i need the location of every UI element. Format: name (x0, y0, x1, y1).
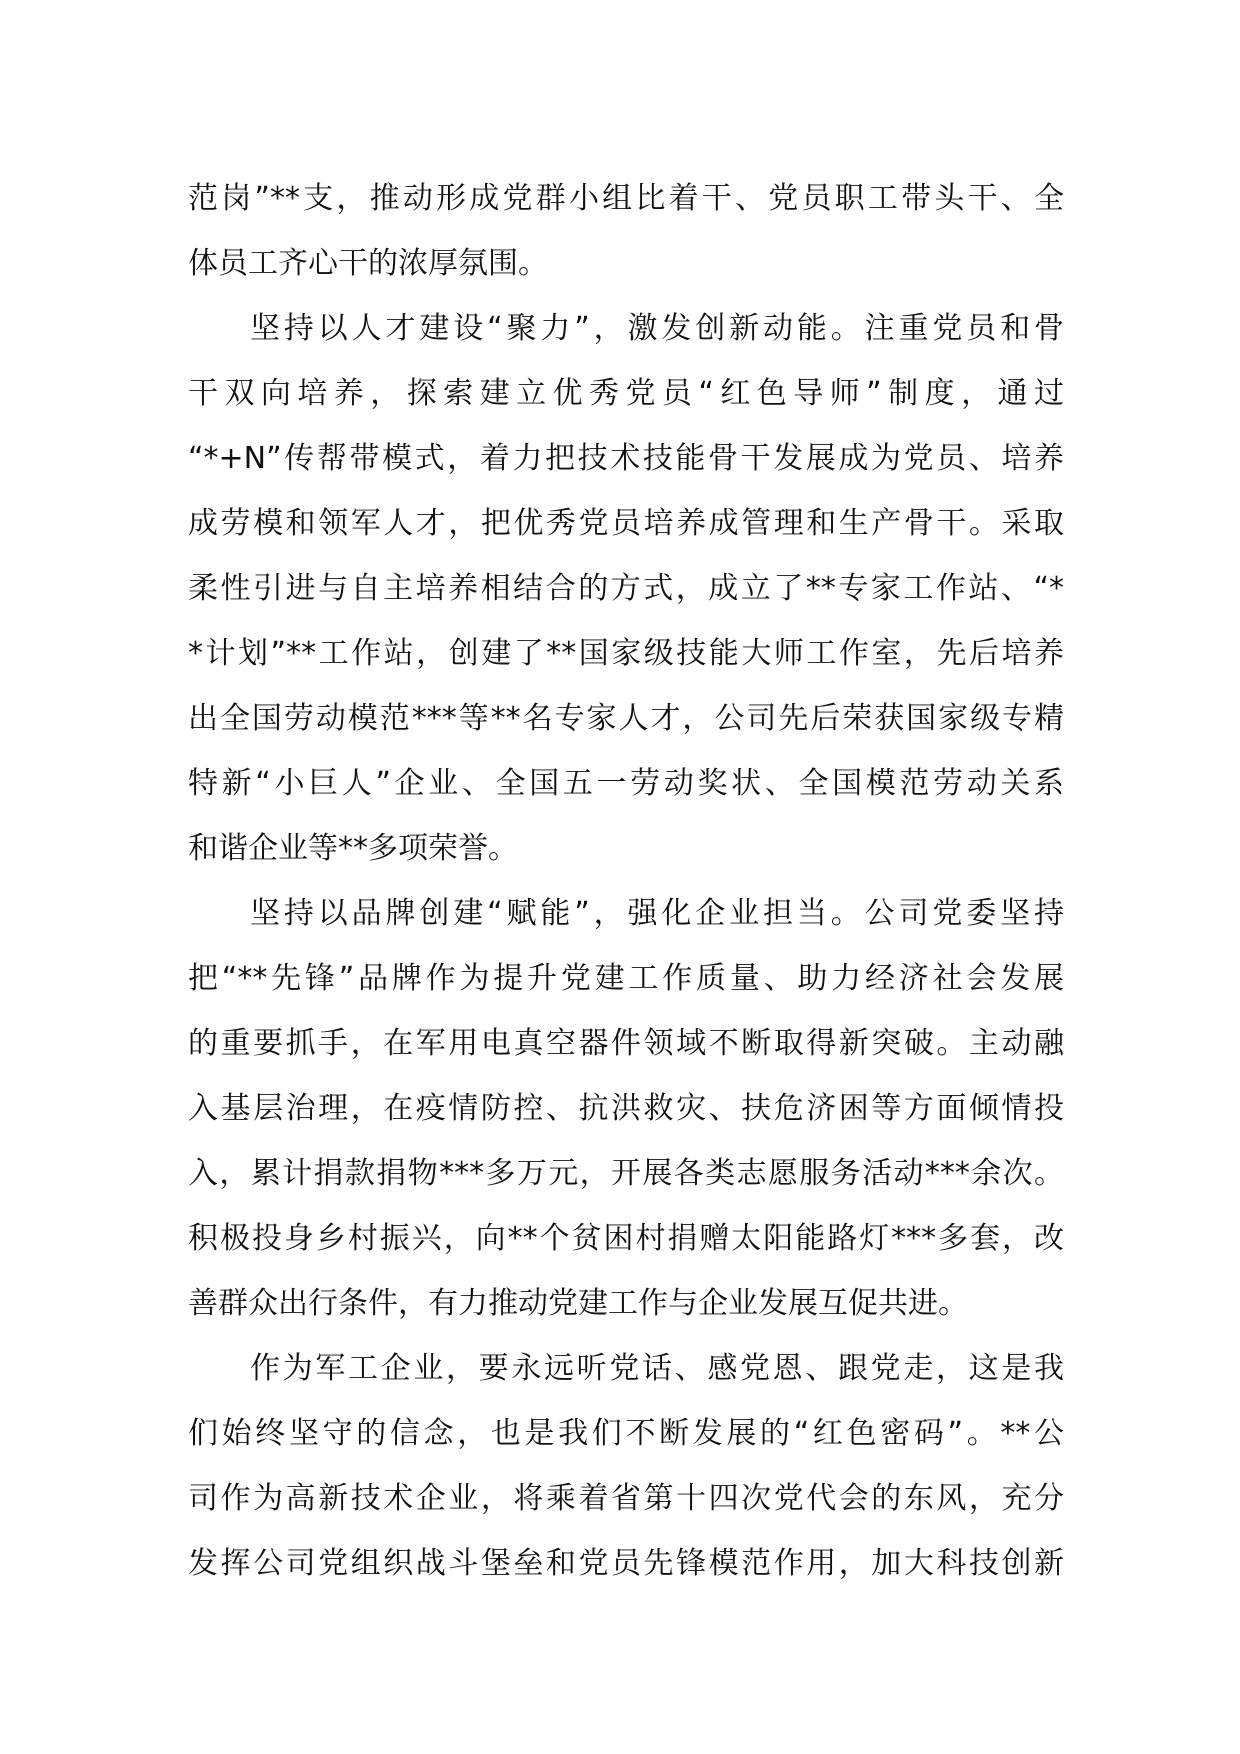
text-line: 范岗”**支，推动形成党群小组比着干、党员职工带头干、全 (188, 181, 1064, 216)
text-line: *计划”**工作站，创建了**国家级技能大师工作室，先后培养 (188, 636, 1064, 671)
text-line: 体员工齐心干的浓厚氛围。 (188, 246, 548, 281)
text-line: 的重要抓手，在军用电真空器件领域不断取得新突破。主动融 (188, 1026, 1064, 1061)
text-line: 特新“小巨人”企业、全国五一劳动奖状、全国模范劳动关系 (188, 766, 1064, 801)
text-line: 作为军工企业，要永远听党话、感党恩、跟党走，这是我 (250, 1351, 1064, 1386)
text-line: 们始终坚守的信念，也是我们不断发展的“红色密码”。**公 (188, 1416, 1064, 1451)
text-line: “*+N”传帮带模式，着力把技术技能骨干发展成为党员、培养 (188, 441, 1064, 476)
text-line: 出全国劳动模范***等**名专家人才，公司先后荣获国家级专精 (188, 701, 1064, 736)
text-line: 把“**先锋”品牌作为提升党建工作质量、助力经济社会发展 (188, 961, 1064, 996)
text-line: 成劳模和领军人才，把优秀党员培养成管理和生产骨干。采取 (188, 506, 1064, 541)
text-line: 善群众出行条件，有力推动党建工作与企业发展互促共进。 (188, 1286, 968, 1321)
text-line: 坚持以品牌创建“赋能”，强化企业担当。公司党委坚持 (250, 896, 1064, 931)
document-body (188, 166, 1064, 1596)
text-line: 司作为高新技术企业，将乘着省第十四次党代会的东风，充分 (188, 1481, 1064, 1516)
text-line: 发挥公司党组织战斗堡垒和党员先锋模范作用，加大科技创新 (188, 1546, 1064, 1581)
text-line: 柔性引进与自主培养相结合的方式，成立了**专家工作站、“* (188, 571, 1064, 606)
text-line: 坚持以人才建设“聚力”，激发创新动能。注重党员和骨 (250, 311, 1064, 346)
text-line: 积极投身乡村振兴，向**个贫困村捐赠太阳能路灯***多套，改 (188, 1221, 1064, 1256)
text-line: 入，累计捐款捐物***多万元，开展各类志愿服务活动***余次。 (188, 1156, 1064, 1191)
text-line: 干双向培养，探索建立优秀党员“红色导师”制度，通过 (188, 376, 1064, 411)
text-line: 入基层治理，在疫情防控、抗洪救灾、扶危济困等方面倾情投 (188, 1091, 1064, 1126)
text-line: 和谐企业等**多项荣誉。 (188, 831, 518, 866)
